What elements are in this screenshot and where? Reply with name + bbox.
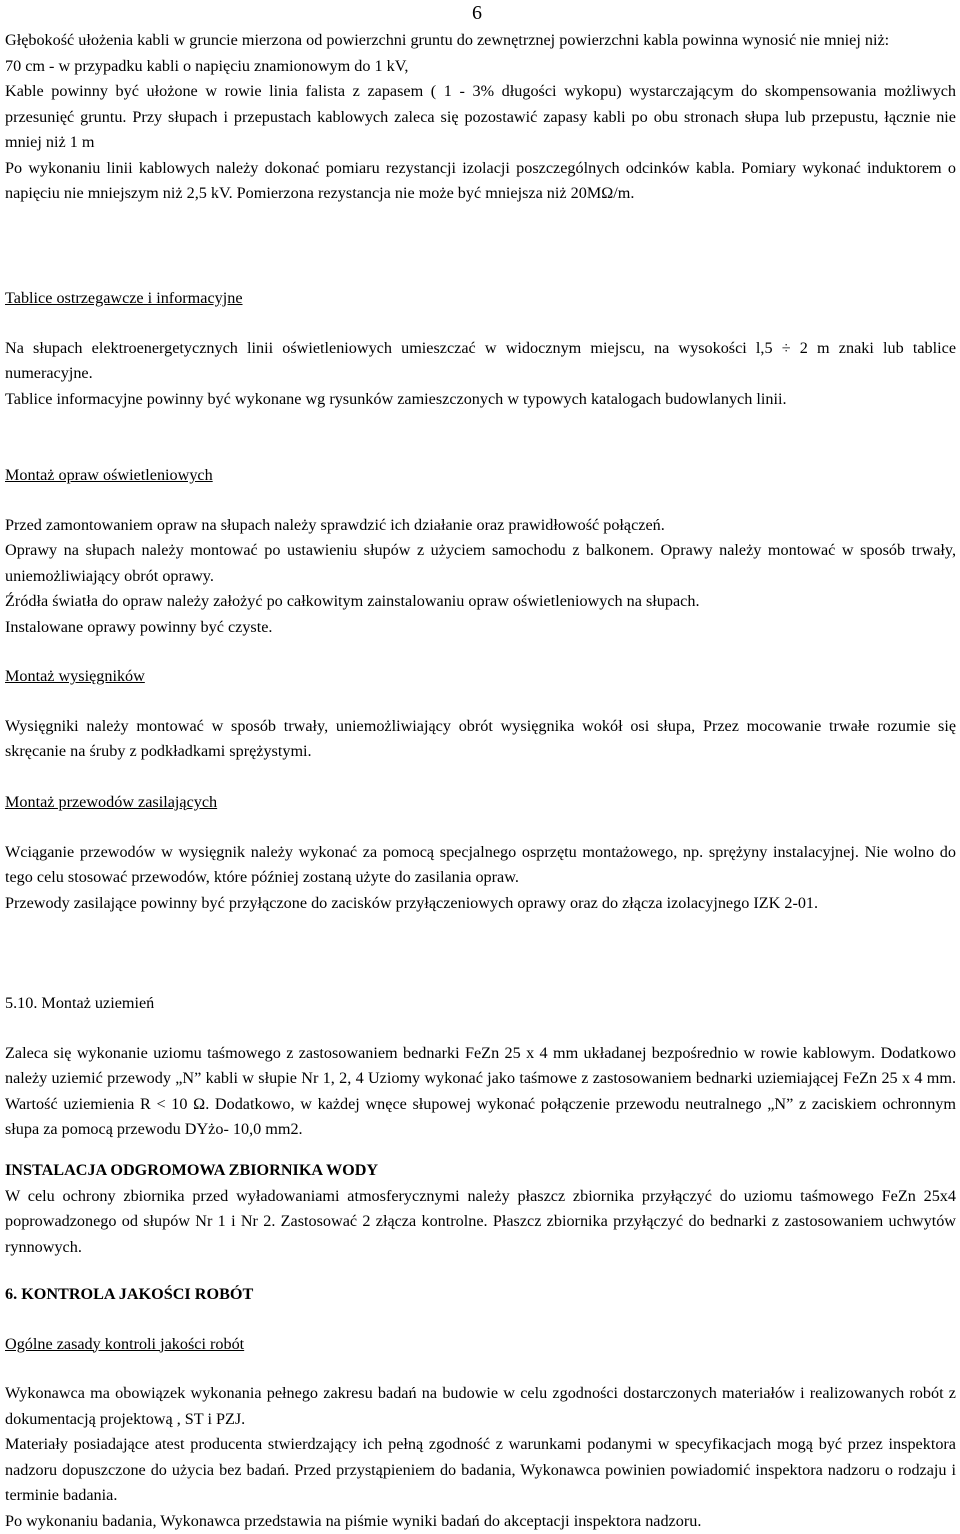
- paragraph: Na słupach elektroenergetycznych linii oświetleniowych umieszczać w widocznym miejscu, na wysokości l,5 ÷ 2 m znaki lub tablice numeracyjne.: [5, 336, 956, 387]
- section-heading: Montaż opraw oświetleniowych: [5, 463, 956, 489]
- page-number: 6: [472, 2, 482, 25]
- paragraph: Kable powinny być ułożone w rowie linia falista z zapasem ( 1 - 3% długości wykopu) wystarczającym do skompensowania możliwych przesunięć gruntu. Przy słupach i przepustach kablowych zaleca się pozostawić zapasy kabli po obu stronach słupa lub przepustu, łącznie nie mniej niż 1 m: [5, 79, 956, 156]
- paragraph: Wykonawca ma obowiązek wykonania pełnego zakresu badań na budowie w celu zgodności dostarczonych materiałów i realizowanych robót z dokumentacją projektową , ST i PZJ.: [5, 1381, 956, 1432]
- quality-section: [5, 1282, 956, 1534]
- paragraph: Oprawy na słupach należy montować po ustawieniu słupów z użyciem samochodu z balkonem. Oprawy należy montować w sposób trwały, uniemożliwiający obrót oprawy.: [5, 538, 956, 589]
- paragraph: Głębokość ułożenia kabli w gruncie mierzona od powierzchni gruntu do zewnętrznej powierzchni kabla powinna wynosić nie mniej niż:: [5, 28, 956, 54]
- section-heading: 5.10. Montaż uziemień: [5, 991, 956, 1017]
- lightning-section: [5, 1158, 956, 1260]
- paragraph: Tablice informacyjne powinny być wykonane wg rysunków zamieszczonych w typowych katalogach budowlanych linii.: [5, 387, 956, 413]
- grounding-section: [5, 991, 956, 1143]
- brackets-section: [5, 664, 956, 765]
- cable-section: [5, 28, 956, 207]
- paragraph: Przed zamontowaniem opraw na słupach należy sprawdzić ich działanie oraz prawidłowość połączeń.: [5, 513, 956, 539]
- section-heading: Montaż przewodów zasilających: [5, 790, 956, 816]
- wiring-section: [5, 790, 956, 916]
- paragraph: Po wykonaniu linii kablowych należy dokonać pomiaru rezystancji izolacji poszczególnych odcinków kabla. Pomiary wykonać induktorem o napięciu nie mniejszym niż 2,5 kV. Pomierzona rezystancja nie może być mniejsza niż 20MΩ/m.: [5, 156, 956, 207]
- paragraph: 70 cm - w przypadku kabli o napięciu znamionowym do 1 kV,: [5, 54, 956, 80]
- section-heading: Montaż wysięgników: [5, 664, 956, 690]
- section-heading: 6. KONTROLA JAKOŚCI ROBÓT: [5, 1282, 956, 1308]
- paragraph: Po wykonaniu badania, Wykonawca przedstawia na piśmie wyniki badań do akceptacji inspektora nadzoru.: [5, 1509, 956, 1534]
- paragraph: Instalowane oprawy powinny być czyste.: [5, 615, 956, 641]
- paragraph: Źródła światła do opraw należy założyć po całkowitym zainstalowaniu opraw oświetleniowych na słupach.: [5, 589, 956, 615]
- paragraph: W celu ochrony zbiornika przed wyładowaniami atmosferycznymi należy płaszcz zbiornika przyłączyć do uziomu taśmowego FeZn 25x4 poprowadzonego od słupów Nr 1 i Nr 2. Zastosować 2 złącza kontrolne. Płaszcz zbiornika przyłączyć do bednarki z zastosowaniem uchwytów rynnowych.: [5, 1184, 956, 1261]
- section-subheading: Ogólne zasady kontroli jakości robót: [5, 1332, 956, 1358]
- luminaires-section: [5, 463, 956, 640]
- paragraph: Zaleca się wykonanie uziomu taśmowego z zastosowaniem bednarki FeZn 25 x 4 mm układanej bezpośrednio w rowie kablowym. Dodatkowo należy uziemić przewody „N” kabli w słupie Nr 1, 2, 4 Uziomy wykonać jako taśmowe z zastosowaniem bednarki uziemiającej FeZn 25 x 4 mm. Wartość uziemienia R < 10 Ω. Dodatkowo, w każdej wnęce słupowej wykonać połączenie przewodu neutralnego „N” z zaciskiem ochronnym słupa za pomocą przewodu DYżo- 10,0 mm2.: [5, 1041, 956, 1143]
- section-heading: INSTALACJA ODGROMOWA ZBIORNIKA WODY: [5, 1158, 956, 1184]
- paragraph: Przewody zasilające powinny być przyłączone do zacisków przyłączeniowych oprawy oraz do złącza izolacyjnego IZK 2-01.: [5, 891, 956, 917]
- paragraph: Wciąganie przewodów w wysięgnik należy wykonać za pomocą specjalnego osprzętu montażowego, np. sprężyny instalacyjnej. Nie wolno do tego celu stosować przewodów, które później zostaną użyte do zasilania opraw.: [5, 840, 956, 891]
- section-heading: Tablice ostrzegawcze i informacyjne: [5, 286, 956, 312]
- signs-section: [5, 286, 956, 412]
- paragraph: Wysięgniki należy montować w sposób trwały, uniemożliwiający obrót wysięgnika wokół osi słupa, Przez mocowanie trwałe rozumie się skręcanie na śruby z podkładkami sprężystymi.: [5, 714, 956, 765]
- paragraph: Materiały posiadające atest producenta stwierdzający ich pełną zgodność z warunkami podanymi w specyfikacjach mogą być przez inspektora nadzoru dopuszczone do użycia bez badań. Przed przystąpieniem do badania, Wykonawca powinien powiadomić inspektora nadzoru o rodzaju i terminie badania.: [5, 1432, 956, 1509]
